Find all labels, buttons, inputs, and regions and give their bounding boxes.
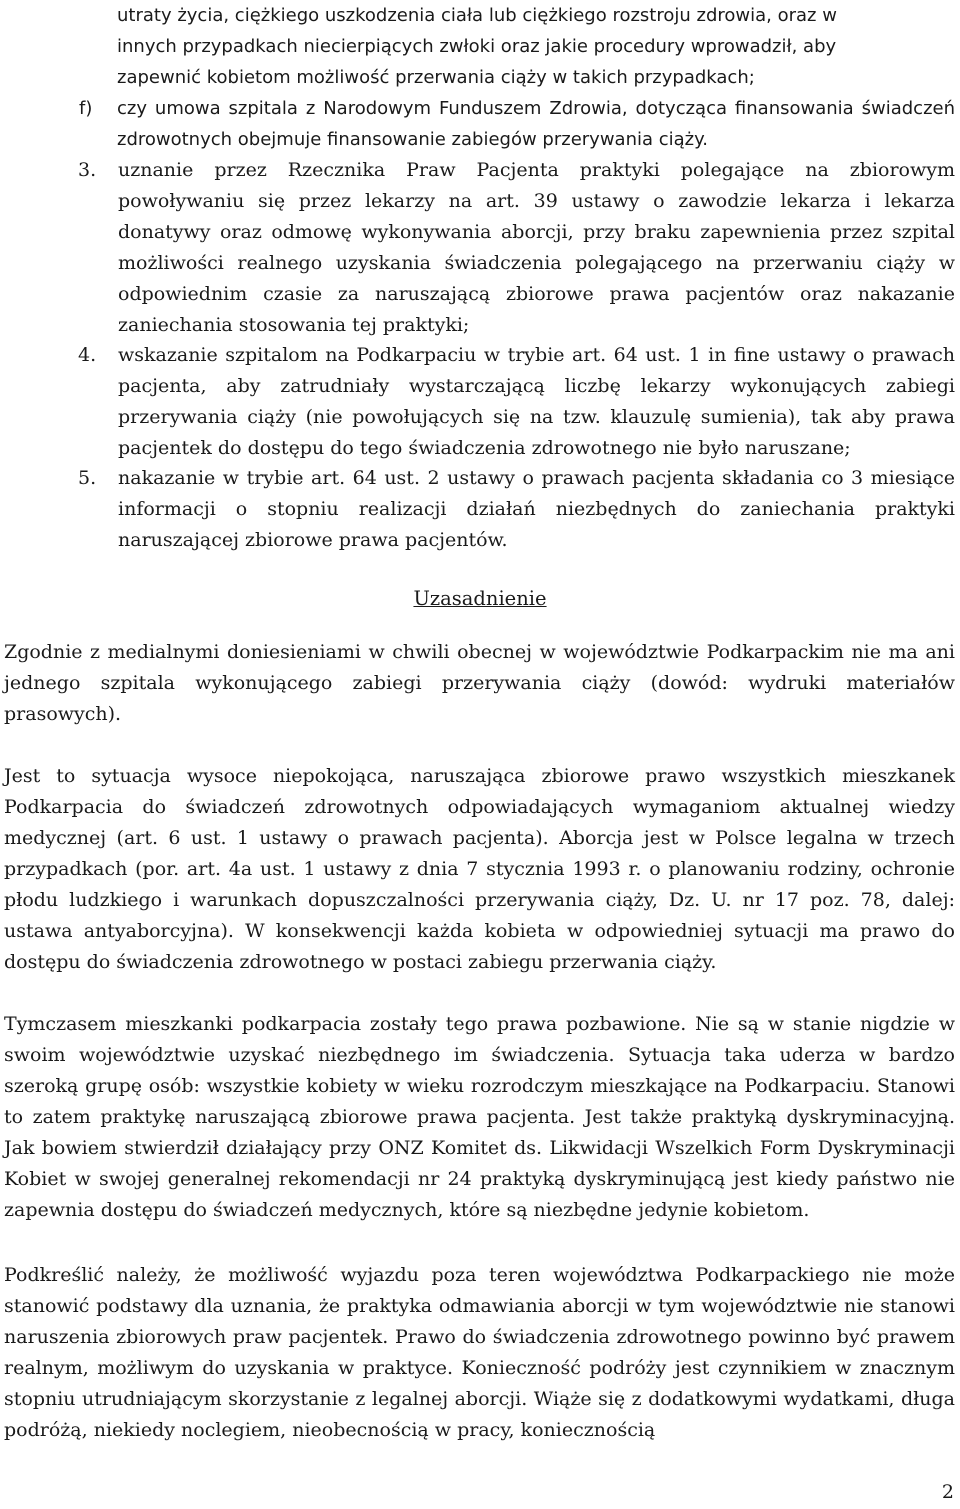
list-item-text: nakazanie w trybie art. 64 ust. 2 ustawy o prawach pacjenta składania co 3 miesiące informacji o stopniu realizacji działań niezbędnych do zaniechania praktyki naruszającej zbiorowe prawa pacjentów. xyxy=(118,467,955,551)
list-item-number: 5. xyxy=(78,467,97,489)
list-item-number: 3. xyxy=(78,159,97,181)
page-number: 2 xyxy=(941,1481,954,1503)
continued-line: utraty życia, ciężkiego uszkodzenia ciała lub ciężkiego rozstroju zdrowia, oraz w xyxy=(117,5,837,26)
continued-line: innych przypadkach niecierpiących zwłoki oraz jakie procedury wprowadził, aby xyxy=(117,36,837,57)
list-item-text: wskazanie szpitalom na Podkarpaciu w trybie art. 64 ust. 1 in fine ustawy o prawach pacjenta, aby zatrudniały wystarczającą liczbę lekarzy wykonujących zabiegi przerywania ciąży (nie powołujących się na tzw. klauzulę sumienia), tak aby prawa pacjentek do dostępu do tego świadczenia zdrowotnego nie było naruszane; xyxy=(118,344,955,459)
list-item-number: 4. xyxy=(78,344,97,366)
list-item-marker: f) xyxy=(79,98,93,119)
continued-line: zapewnić kobietom możliwość przerwania ciąży w takich przypadkach; xyxy=(117,67,755,88)
section-heading: Uzasadnienie xyxy=(413,587,547,610)
list-item-text: czy umowa szpitala z Narodowym Funduszem Zdrowia, dotycząca finansowania świadczeń zdrowotnych obejmuje finansowanie zabiegów przerywania ciąży. xyxy=(117,98,955,150)
paragraph: Tymczasem mieszkanki podkarpacia zostały tego prawa pozbawione. Nie są w stanie nigdzie w swoim województwie uzyskać niezbędnego im świadczenia. Sytuacja taka uderza w bardzo szeroką grupę osób: wszystkie kobiety w wieku rozrodczym mieszkające na Podkarpaciu. Stanowi to zatem praktykę naruszającą zbiorowe prawa pacjenta. Jest także praktyką dyskryminacyjną. Jak bowiem stwierdził działający przy ONZ Komitet ds. Likwidacji Wszelkich Form Dyskryminacji Kobiet w swojej generalnej rekomendacji nr 24 praktyką dyskryminującą jest kiedy państwo nie zapewnia dostępu do świadczeń medycznych, które są niezbędne jedynie kobietom. xyxy=(4,1013,955,1221)
paragraph: Podkreślić należy, że możliwość wyjazdu poza teren województwa Podkarpackiego nie może stanowić podstawy dla uznania, że praktyka odmawiania aborcji w tym województwie nie stanowi naruszenia zbiorowych praw pacjentek. Prawo do świadczenia zdrowotnego powinno być prawem realnym, możliwym do uzyskania w praktyce. Konieczność podróży jest czynnikiem w znacznym stopniu utrudniającym skorzystanie z legalnej aborcji. Wiąże się z dodatkowymi wydatkami, długa podróżą, niekiedy noclegiem, nieobecnością w pracy, koniecznością xyxy=(4,1264,955,1441)
continued-text xyxy=(117,0,955,93)
paragraph: Zgodnie z medialnymi doniesieniami w chwili obecnej w województwie Podkarpackim nie ma ani jednego szpitala wykonującego zabiegi przerywania ciąży (dowód: wydruki materiałów prasowych). xyxy=(4,641,955,725)
list-item-text: uznanie przez Rzecznika Praw Pacjenta praktyki polegające na zbiorowym powoływaniu się przez lekarzy na art. 39 ustawy o zawodzie lekarza i lekarza donatywy oraz odmowę wykonywania aborcji, przy braku zapewnienia przez szpital możliwości realnego uzyskania świadczenia polegającego na przerwaniu ciąży w odpowiednim czasie za naruszającą zbiorowe prawa pacjentów oraz nakazanie zaniechania stosowania tej praktyki; xyxy=(118,159,955,336)
paragraph: Jest to sytuacja wysoce niepokojąca, naruszająca zbiorowe prawo wszystkich mieszkanek Podkarpacia do świadczeń zdrowotnych odpowiadających wymaganiom aktualnej wiedzy medycznej (art. 6 ust. 1 ustawy o prawach pacjenta). Aborcja jest w Polsce legalna w trzech przypadkach (por. art. 4a ust. 1 ustawy z dnia 7 stycznia 1993 r. o planowaniu rodziny, ochronie płodu ludzkiego i warunkach dopuszczalności przerywania ciąży, Dz. U. nr 17 poz. 78, dalej: ustawa antyaborcyjna). W konsekwencji każda kobieta w odpowiedniej sytuacji ma prawo do dostępu do świadczenia zdrowotnego w postaci zabiegu przerwania ciąży. xyxy=(4,765,955,973)
